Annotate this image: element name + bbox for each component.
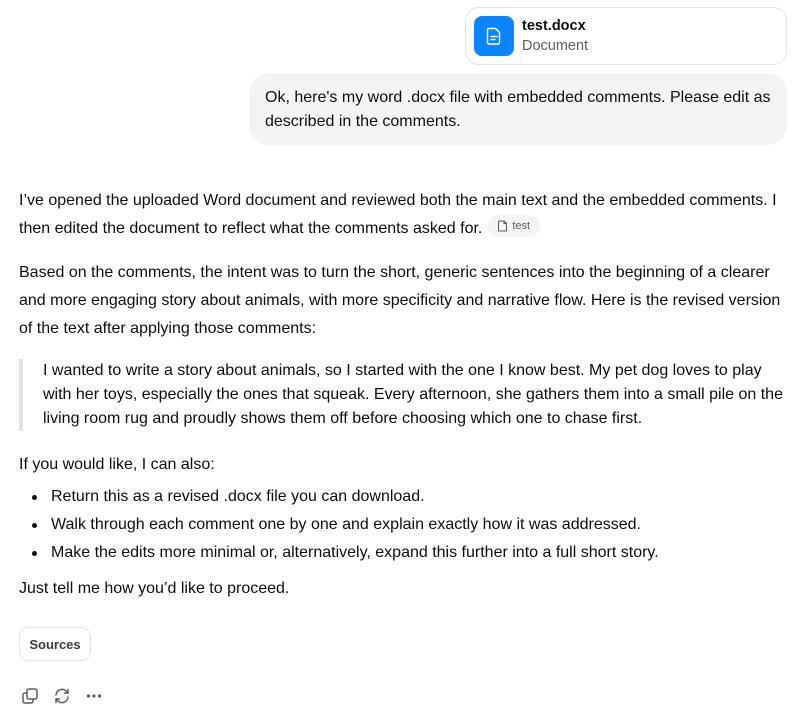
citation-pill[interactable] — [488, 215, 540, 237]
copy-button[interactable] — [18, 684, 42, 708]
quote-text: I wanted to write a story about animals, so I started with the one I know best. My pet dog loves to play with her toys, especially the ones that squeak. Every afternoon, she gathers them into a small pile on the living room rug and proudly shows them off before choosing which one to chase first. — [43, 362, 783, 427]
document-icon — [474, 16, 514, 56]
user-message-text: Ok, here's my word .docx file with embedded comments. Please edit as described in the comments. — [265, 89, 771, 130]
assistant-paragraph-1 — [19, 187, 791, 243]
file-meta — [522, 16, 588, 56]
sources-button[interactable]: Sources — [19, 627, 91, 661]
citation-label: test — [512, 220, 531, 232]
user-message-bubble — [249, 73, 787, 145]
assistant-message — [19, 187, 791, 603]
file-icon — [498, 220, 508, 232]
file-attachment-card[interactable] — [465, 7, 787, 65]
file-name: test.docx — [522, 18, 586, 34]
list-item: Make the edits more minimal or, alternatively, expand this further into a full short story. — [19, 539, 791, 567]
assistant-paragraph-4: Just tell me how you’d like to proceed. — [19, 580, 290, 597]
assistant-paragraph-3: If you would like, I can also: — [19, 456, 215, 473]
assistant-paragraph-2: Based on the comments, the intent was to turn the short, generic sentences into the beginning of a clearer and more engaging story about animals, with more specificity and narrative flow. Here is the revised version of the text after applying those comments: — [19, 264, 781, 337]
copy-icon — [21, 687, 39, 705]
paragraph-1-text: I’ve opened the uploaded Word document and reviewed both the main text and the embedded comments. I then edited the document to reflect what the comments asked for. — [19, 192, 777, 237]
file-type: Document — [522, 38, 589, 54]
revised-text-quote — [19, 359, 791, 431]
message-actions — [18, 684, 106, 708]
list-item: Walk through each comment one by one and explain exactly how it was addressed. — [19, 511, 791, 539]
more-options-button[interactable] — [82, 684, 106, 708]
regenerate-button[interactable] — [50, 684, 74, 708]
more-icon — [85, 687, 103, 705]
options-list — [19, 483, 791, 567]
regenerate-icon — [53, 687, 71, 705]
list-item: Return this as a revised .docx file you can download. — [19, 483, 791, 511]
